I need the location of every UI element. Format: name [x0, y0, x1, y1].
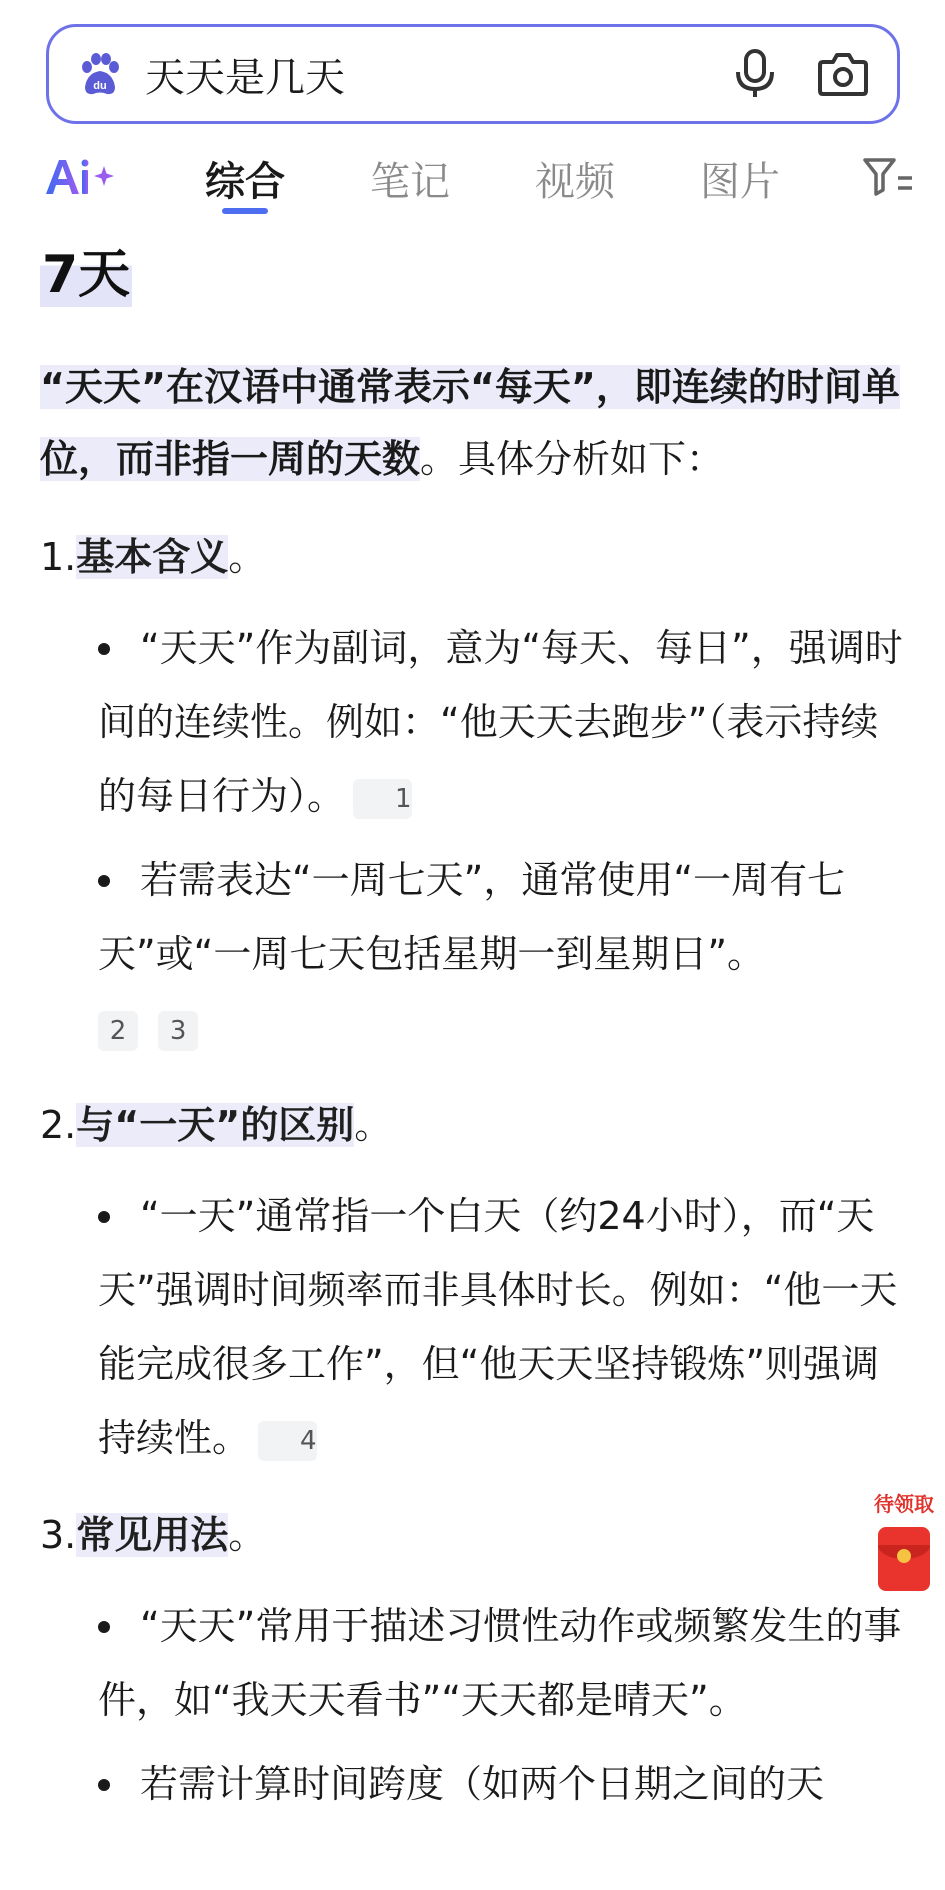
bullet-dot [98, 643, 110, 655]
bullet-list [98, 1179, 910, 1475]
answer-summary [40, 351, 910, 495]
bullet-list [98, 611, 910, 1065]
list-item-text: “一天”通常指一个白天（约24小时），而“天天”强调时间频率而非具体时长。例如：“他一天能完成很多工作”，但“他天天坚持锻炼”则强调持续性。 4 [98, 1194, 898, 1460]
section-heading: 常见用法 [76, 1513, 229, 1557]
summary-rest: 。具体分析如下： [420, 437, 725, 481]
list-item [98, 1179, 910, 1475]
section-heading: 基本含义 [76, 535, 229, 579]
section-heading: 与“一天”的区别 [76, 1103, 355, 1147]
list-item-text: “天天”常用于描述习惯性动作或频繁发生的事件，如“我天天看书”“天天都是晴天”。 [98, 1604, 902, 1722]
ai-answer [40, 232, 910, 1831]
list-item-text: 若需表达“一周七天”，通常使用“一周有七天”或“一周七天包括星期一到星期日”。 [98, 858, 846, 976]
search-bar[interactable] [46, 24, 900, 124]
red-envelope-widget[interactable] [868, 1488, 940, 1591]
citation-badge[interactable]: 1 [353, 779, 412, 819]
bullet-dot [98, 1621, 110, 1633]
section-title [40, 1089, 910, 1161]
list-item-text: 若需计算时间跨度（如两个日期之间的天 [140, 1762, 825, 1806]
list-item [98, 611, 910, 833]
section-title [40, 1499, 910, 1571]
tab-general[interactable]: 综合 [205, 159, 285, 205]
section-number: 2. [40, 1103, 77, 1147]
result-tabs [0, 140, 945, 220]
search-input[interactable]: 天天是几天 [145, 54, 345, 101]
list-item [98, 1747, 910, 1821]
citation-badge[interactable]: 2 [98, 1011, 138, 1051]
citation-badge[interactable]: 3 [158, 1011, 198, 1051]
ai-plus-icon[interactable] [44, 154, 118, 200]
section-end: 。 [354, 1103, 393, 1147]
section-number: 1. [40, 535, 77, 579]
active-tab-indicator [222, 208, 268, 214]
red-envelope-label[interactable]: 待领取 [874, 1492, 934, 1516]
list-item [98, 1589, 910, 1737]
tab-notes[interactable]: 笔记 [370, 159, 450, 205]
tab-videos[interactable]: 视频 [535, 159, 615, 205]
citation-badge[interactable]: 4 [258, 1421, 317, 1461]
bullet-list [98, 1589, 910, 1821]
mic-icon[interactable] [733, 48, 777, 100]
tab-images[interactable]: 图片 [700, 159, 780, 205]
section-number: 3. [40, 1513, 77, 1557]
summary-highlight: “天天”在汉语中通常表示“每天”，即连续的时间单位，而非指一周的天数 [40, 365, 900, 481]
camera-icon[interactable] [817, 50, 869, 98]
bullet-dot [98, 875, 110, 887]
filter-icon[interactable] [862, 154, 914, 198]
bullet-dot [98, 1779, 110, 1791]
section-end: 。 [228, 1513, 267, 1557]
svg-text:du: du [93, 80, 107, 92]
baidu-paw-icon[interactable] [77, 51, 123, 97]
citation-row [98, 991, 910, 1065]
list-item-text: “天天”作为副词，意为“每天、每日”，强调时间的连续性。例如：“他天天去跑步”（表示持续的每日行为）。 1 [98, 626, 903, 818]
list-item [98, 843, 910, 1065]
answer-headline: 7天 [40, 232, 132, 307]
red-envelope-icon[interactable] [878, 1527, 930, 1591]
section-title [40, 521, 910, 593]
bullet-dot [98, 1211, 110, 1223]
section-end: 。 [228, 535, 267, 579]
